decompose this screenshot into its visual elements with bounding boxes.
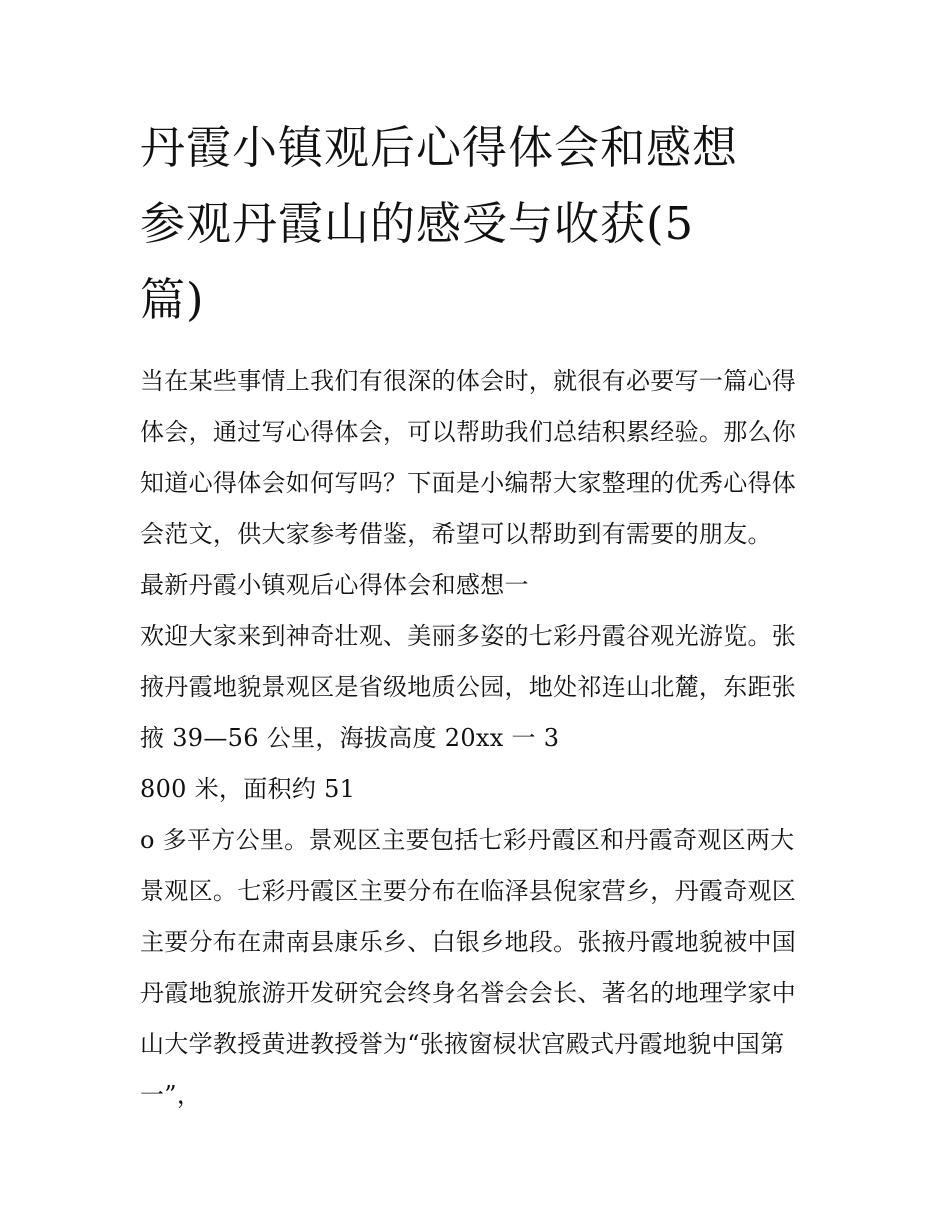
document-page: [140, 110, 815, 1121]
text-line: 当在某些事情上我们有很深的体会时，就很有必要写一篇心得: [140, 367, 797, 395]
text-line: 主要分布在肃南县康乐乡、白银乡地段。张掖丹霞地貌被中国: [140, 928, 797, 956]
intro-paragraph: [140, 356, 815, 560]
text-line: o 多平方公里。景观区主要包括七彩丹霞区和丹霞奇观区两大: [140, 826, 795, 854]
text-line: 掖 39—56 公里，海拔高度 20xx 一 3: [140, 724, 560, 752]
text-line: 山大学教授黄进教授誉为“张掖窗棂状宫殿式丹霞地貌中国第: [140, 1030, 785, 1058]
document-title: [140, 110, 815, 338]
title-line: 参观丹霞山的感受与收获(5: [140, 197, 695, 250]
text-line: 体会，通过写心得体会，可以帮助我们总结积累经验。那么你: [140, 418, 797, 446]
body-paragraph: [140, 611, 815, 1121]
text-line: 景观区。七彩丹霞区主要分布在临泽县倪家营乡，丹霞奇观区: [140, 877, 797, 905]
text-line: 欢迎大家来到神奇壮观、美丽多姿的七彩丹霞谷观光游览。张: [140, 622, 797, 650]
section-heading-text: 最新丹霞小镇观后心得体会和感想一: [140, 571, 529, 599]
section-heading: [140, 560, 815, 611]
text-line: 丹霞地貌旅游开发研究会终身名誉会会长、著名的地理学家中: [140, 979, 797, 1007]
document-body: [140, 356, 815, 1121]
text-line: 知道心得体会如何写吗？下面是小编帮大家整理的优秀心得体: [140, 469, 797, 497]
text-line: 掖丹霞地貌景观区是省级地质公园，地处祁连山北麓，东距张: [140, 673, 797, 701]
text-line: 会范文，供大家参考借鉴，希望可以帮助到有需要的朋友。: [140, 520, 772, 548]
title-line: 丹霞小镇观后心得体会和感想: [140, 121, 739, 174]
text-line: 800 米，面积约 51: [140, 775, 356, 803]
text-line: 一”，: [140, 1081, 202, 1109]
title-line: 篇): [140, 273, 205, 326]
